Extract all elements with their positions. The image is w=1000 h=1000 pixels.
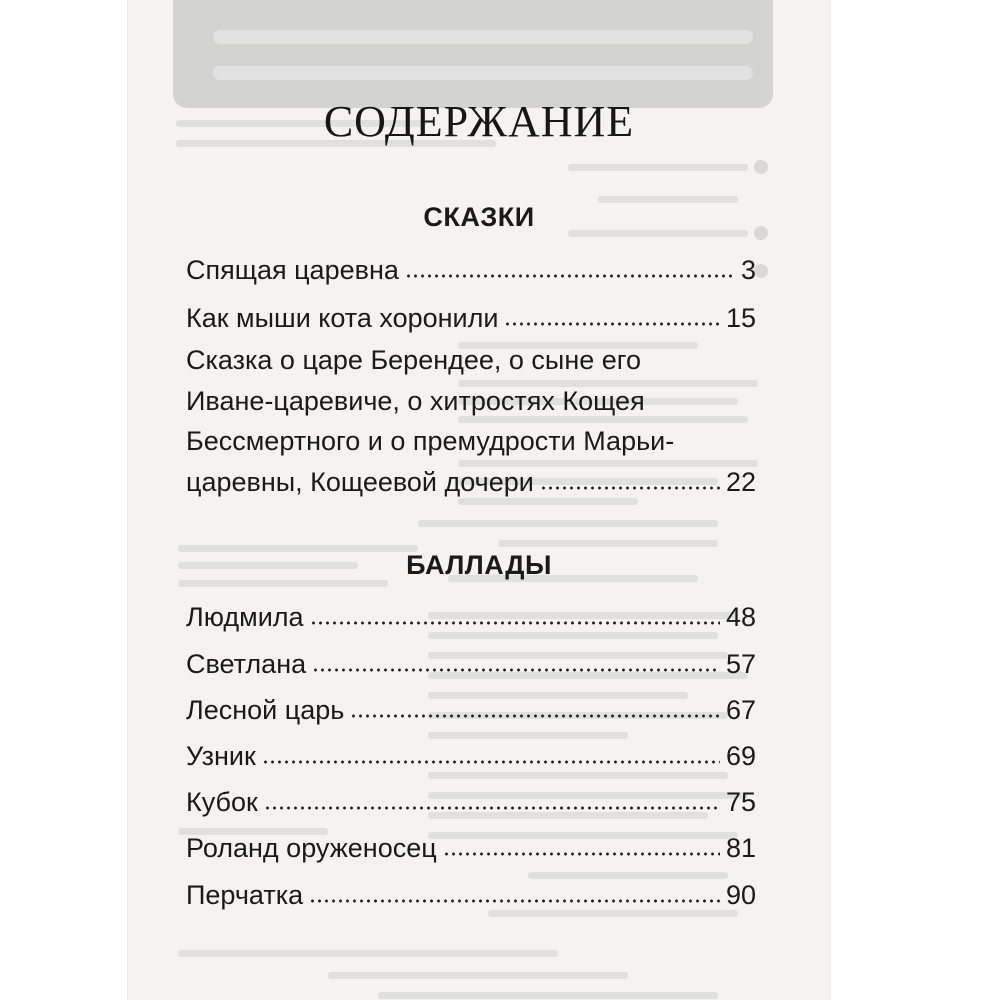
toc-entry-title: Кубок	[186, 787, 258, 817]
toc-entry	[186, 782, 756, 822]
toc-entry-title: Лесной царь	[186, 695, 345, 725]
toc-entry-title-line: Иване-царевиче, о хитростях Кощея	[186, 385, 645, 416]
toc-entry	[186, 736, 756, 776]
toc-entry-page: 90	[725, 880, 756, 910]
section-heading-skazki: СКАЗКИ	[423, 202, 535, 232]
toc-entry-page: 57	[725, 649, 756, 679]
dot-leader	[310, 619, 720, 627]
toc-entry-page: 81	[725, 833, 756, 863]
toc-entry-page: 15	[725, 303, 756, 333]
book-page	[128, 0, 830, 1000]
toc-entry-page: 75	[725, 787, 756, 817]
dot-leader	[309, 897, 720, 905]
toc-entry	[186, 828, 756, 868]
toc-entry-page: 48	[725, 602, 756, 632]
toc-entry-multiline	[186, 340, 756, 502]
dot-leader	[312, 666, 720, 674]
toc-entry-page: 67	[725, 695, 756, 725]
dot-leader	[350, 712, 720, 720]
dot-leader	[443, 850, 720, 858]
toc-entry-title-line: Сказка о царе Берендее, о сыне его	[186, 345, 642, 375]
toc-entry-page: 22	[725, 466, 756, 497]
toc-entry-title: Как мыши кота хоронили	[186, 303, 499, 333]
toc-entry-page: 69	[725, 741, 756, 771]
toc-entry	[186, 250, 756, 290]
dot-leader	[264, 804, 720, 812]
toc-entry-title: Узник	[186, 741, 256, 771]
section-heading-ballady: БАЛЛАДЫ	[406, 550, 552, 580]
toc-entry	[186, 597, 756, 637]
toc-entry-title: Людмила	[186, 602, 304, 632]
toc-entry	[186, 690, 756, 730]
toc-entry-title: Светлана	[186, 649, 307, 679]
toc-entry-title-line: Бессмертного и о премудрости Марьи-	[186, 426, 675, 456]
toc-entry-title: Спящая царевна	[186, 255, 399, 285]
toc-entry-title: Перчатка	[186, 880, 304, 910]
toc-entry-last-line	[186, 462, 756, 503]
table-of-contents	[128, 0, 830, 1000]
toc-entry	[186, 298, 756, 338]
dot-leader	[540, 484, 720, 492]
dot-leader	[504, 320, 719, 328]
dot-leader	[405, 272, 735, 280]
toc-entry	[186, 875, 756, 915]
dot-leader	[262, 758, 720, 766]
toc-entry-title-line: царевны, Кощеевой дочери	[186, 466, 534, 497]
toc-entry-title: Роланд оруженосец	[186, 833, 437, 863]
toc-entry	[186, 644, 756, 684]
toc-entry-page: 3	[740, 255, 756, 285]
page-title: СОДЕРЖАНИЕ	[323, 97, 635, 146]
